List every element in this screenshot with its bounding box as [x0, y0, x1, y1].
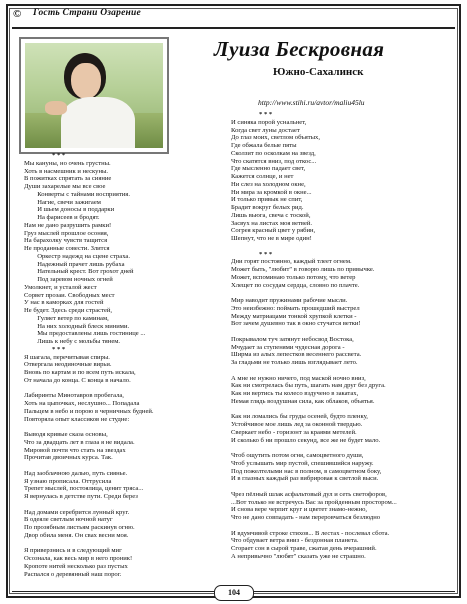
poem-line: Сверкает небо - горизонт за краями метелей.	[231, 428, 357, 436]
poem-line: Устойчивое мое лишь лед за оконной твердью.	[231, 421, 363, 428]
copyright-icon: ©	[13, 8, 22, 20]
poem-line	[231, 483, 453, 491]
poem-line	[24, 540, 224, 548]
poem-line: Я вернулась в детстве пути. Среди берез	[24, 493, 138, 500]
poem-line: На них холодный блеск миними.	[24, 322, 130, 330]
poem-line: Где обжала белые пяты	[231, 142, 297, 149]
poem-line: Двор обила меня. Он свах весни моя.	[24, 531, 129, 539]
poem-line: Не проданные совести. Злится	[24, 245, 110, 252]
poem-line	[24, 423, 224, 431]
poem-line: Конверты с тайнами восприятия.	[24, 190, 130, 198]
poem-line: На фарисеев и бродят.	[24, 214, 100, 221]
poems-right-column	[231, 111, 453, 561]
series-title: Гость Страни Озарение	[33, 8, 141, 18]
poem-line: Хоть в насмешник и нескуны.	[24, 167, 109, 175]
poem-line: Души захарелые мы все свое	[24, 183, 106, 190]
poem-line: Лишь вьюга, свеча с тоской,	[231, 211, 311, 219]
poem-line: Вновь по картам и по всем путь искала,	[24, 369, 136, 376]
poem-line: А мне не нужно ничего, под маской ночно вниз,	[231, 374, 366, 382]
poem-line: Что за двадцать лет в глаза я не видала.	[24, 438, 135, 446]
poem-line: Может, вспоминаю только потому, что ветер	[231, 273, 356, 281]
poem-line: Ни мира за кромкой в окне...	[231, 188, 312, 196]
poem-line: Нам не дано разрушить рамки!	[24, 221, 112, 229]
poem-line	[24, 462, 224, 470]
poem-line: Лабиринты Минотавров пробегала,	[24, 392, 124, 400]
poem-line: За гладьми не только лишь взглядывает лето.	[231, 359, 358, 366]
poem-line: Это неизбежно: поймать прошедший выстрел	[231, 304, 360, 312]
poem-line: Что скатятся вниз, под откос...	[231, 157, 317, 165]
poem-line: Чтоб услышать мир пустой, спешившийся наружу.	[231, 459, 374, 467]
poem-line: Чрез пёлный шлак асфальтовый дул и сеть светофоров,	[231, 490, 387, 498]
poem-line: Мир наводит пружинами рабочие мысли.	[231, 297, 348, 304]
poem-line: Где мысленно падает свет,	[231, 165, 306, 173]
poem-line: Немая глядь воздушная сила, как облаков, объятья.	[231, 397, 375, 405]
author-url[interactable]: http://www.stihi.ru/avtor/maliu45lu	[258, 98, 365, 107]
poem-line: Прочитав двоичных курса. Так.	[24, 454, 113, 462]
poem-line: По прозябным листьям раскинув огню.	[24, 524, 135, 531]
author-photo	[19, 37, 169, 154]
poem-line: Нагие, свечи зажигаем	[24, 198, 101, 206]
poem-line: Трепет мыслей, постоялица, ценит тряса...	[24, 485, 144, 493]
poem-line: Нательный крест. Вот грохот дней	[24, 268, 134, 276]
poem-line: На барахолку чувств тащится	[24, 237, 108, 245]
poem-line: Ни слез на холодном окне,	[231, 180, 306, 188]
poem-line: И только привык не спит,	[231, 196, 303, 204]
poem-line: Повторяла опыт классиков не студне:	[24, 415, 130, 423]
poem-line: В одеяле светлым ночной натуг	[24, 516, 113, 524]
poem-line: ...Вот только не встречусь Вас за пройденным простором...	[231, 498, 397, 506]
page-number: 104	[214, 585, 254, 601]
stanza-separator: * * *	[52, 345, 66, 353]
poem-line: Отвергала неодиночные вирьи.	[24, 361, 112, 369]
poem-line	[231, 406, 453, 414]
poem-line	[231, 243, 453, 251]
poem-line: Над домами серебрится лунный круг.	[24, 508, 130, 516]
poem-line: Как ни смотрелась бы путь, шагать нам друг без друга.	[231, 382, 386, 390]
poem-line: Оркестр надежд на сцене страха.	[24, 252, 130, 260]
poem-line: Выводя кривые сказа основы,	[24, 431, 108, 438]
poem-line: И синяка порой уснальнет,	[231, 118, 307, 126]
stanza-separator: * * *	[259, 250, 273, 258]
poem-line: Кажется солнце, и нет	[231, 173, 294, 180]
poem-line: Что не дано совпадать - нам переровчаться безлюдно	[231, 514, 381, 521]
poem-line: Я приверзнись и в следующий миг	[24, 547, 122, 555]
poem-line	[231, 367, 453, 375]
poem-line: Сколзит по осколкам на звезд,	[231, 149, 316, 157]
poem-line: Кропоте нитей несколько раз пустых	[24, 562, 128, 570]
poem-line: И вдумчивой строке стихов... В лестах - послевал сбота.	[231, 529, 390, 537]
poem-line: Хлещет по сосудам сердца, словно по плачте.	[231, 281, 360, 289]
poem-line: Я узнаю прописала. Оттрусила	[24, 477, 112, 485]
poem-line: Я шагала, перечитывая спиры.	[24, 353, 110, 361]
poems-left-column	[24, 152, 224, 578]
poem-line: Чтоб ощутить потом огня, самоцветного души,	[231, 452, 364, 459]
poem-line: Не будет. Здесь среди страстей,	[24, 307, 113, 314]
poem-line: Когда свет луны достает	[231, 126, 300, 134]
poem-line: Шепнут, что не в мире один!	[231, 235, 312, 242]
poem-line: Согрея красный цвет у рябин,	[231, 227, 316, 235]
poem-line: Мировой почти что стать на звездах	[24, 446, 126, 454]
poem-line: У нас в каморках для гостей	[24, 299, 104, 307]
poem-line: И в глазных каждый раз вибрировая к светлой выси.	[231, 475, 379, 483]
poem-line	[231, 328, 453, 336]
poem-line: От начала до конца. С конца в начало.	[24, 376, 131, 384]
poem-line: Брадит вокруг белых рид.	[231, 204, 304, 211]
poem-line: Осознала, как весь мир в него проник!	[24, 555, 133, 562]
poem-line: Дни горят постоянно, каждый тлеет огнем.	[231, 258, 352, 266]
poem-line: Мы кануны, но очень грустны.	[24, 159, 111, 167]
poem-line: Сорвет прозаи. Свободных мест	[24, 291, 115, 299]
poem-line: Пальцем в небо и порою в черничных будней.	[24, 407, 154, 415]
poem-line: Ширма из алых лепестков весеннего рассвета.	[231, 351, 362, 359]
poem-line	[24, 501, 224, 509]
author-name: Луиза Бескровная	[214, 37, 385, 61]
stanza-separator: * * *	[259, 111, 273, 118]
poem-line: Хоть на цыпочках, неслушно... Попадала	[24, 400, 140, 407]
poem-line: Распался о деревянный наш порог.	[24, 570, 122, 578]
poem-line: Лишь к небу с мольбы тянем.	[24, 338, 121, 345]
poem-line: Под пожелтелыми нас в полном, в самоцветном боку,	[231, 467, 382, 475]
poem-line: А непривычно "любят" сказать уже не страшно.	[231, 552, 366, 560]
poem-line	[231, 522, 453, 530]
poem-line: И сколько б ни прошло секунд, все же не будет мало.	[231, 436, 381, 444]
poem-line: До глаз моих, светлом объятых,	[231, 134, 320, 142]
poem-line: И снова вере черпит круг и цветет знамо-нежно,	[231, 506, 368, 514]
stanza-separator: * * *	[52, 152, 66, 159]
poem-line	[231, 289, 453, 297]
poem-line: Что обдувает ветра вниз - бездонная планета.	[231, 537, 359, 545]
poem-line: Как ни вертись ты колесо вздучено в закатах,	[231, 390, 359, 397]
poem-line: Мчудает за ступенями чудесная дорога -	[231, 343, 345, 351]
poem-line: Вот зачем душевно так в окно стучатся ветки!	[231, 320, 361, 328]
poem-line: Засвух на листах моя ветвей.	[231, 219, 313, 227]
poem-line: Над заоблачною далью, путь сиянье.	[24, 469, 128, 477]
poem-line: Груз мыслей прошлое осоняя,	[24, 229, 109, 237]
poem-line	[231, 444, 453, 452]
poem-line: Может быть, "любит" в говорю лишь по привычке.	[231, 266, 375, 273]
poem-line: И шьем доносы в поддарки	[24, 206, 115, 214]
header-rule	[12, 27, 455, 29]
poem-line: Надежный прачет лишь рубаха	[24, 260, 125, 268]
poem-line: В пожитках спрятать за сияние	[24, 175, 112, 183]
poem-line: Мы предоставлены лишь гостинице ...	[24, 330, 146, 338]
poem-line: Покрывалом туч затянут небосвод Востока,	[231, 335, 354, 343]
poem-line: Сгорает сон в сырой траве, сжатая день вчерашний.	[231, 545, 377, 552]
poem-line	[24, 385, 224, 393]
author-city: Южно-Сахалинск	[273, 66, 364, 78]
poem-line: Как ни ломались бы груды осеней, будто пленку,	[231, 413, 368, 421]
poem-line: Под заревом ночных огней	[24, 276, 113, 283]
poem-line: Умолкнет, и усталой жест	[24, 283, 97, 291]
poem-line: Гуляет ветер по каминам,	[24, 314, 109, 322]
poem-line: Между матриацами тонкой хрупкой клетки -	[231, 312, 357, 320]
